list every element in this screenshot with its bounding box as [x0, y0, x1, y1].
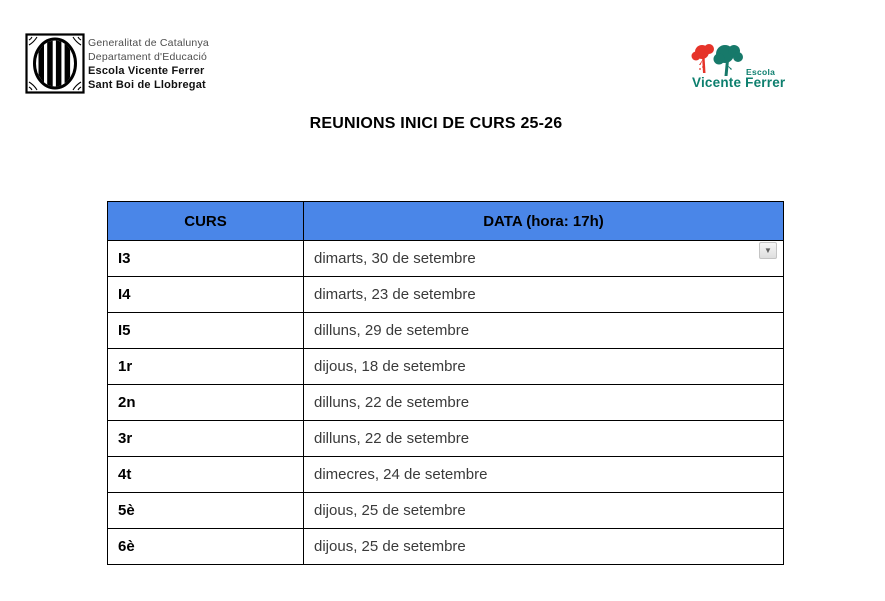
table-row [108, 493, 784, 529]
org-line-departament: Departament d'Educació [88, 51, 208, 63]
org-line-escola: Escola Vicente Ferrer [88, 65, 205, 77]
curs-cell: I4 [108, 277, 304, 313]
org-line-santboi: Sant Boi de Llobregat [88, 79, 206, 91]
org-line-generalitat: Generalitat de Catalunya [88, 37, 209, 49]
data-cell: dilluns, 22 de setembre [304, 385, 784, 421]
trees-icon [690, 43, 750, 79]
data-cell: dilluns, 22 de setembre [304, 421, 784, 457]
data-cell: dimarts, 23 de setembre [304, 277, 784, 313]
curs-cell: I5 [108, 313, 304, 349]
col-header-curs: CURS [108, 202, 304, 241]
data-cell: dimarts, 30 de setembre [304, 241, 784, 277]
data-cell: dijous, 25 de setembre [304, 493, 784, 529]
page-title: REUNIONS INICI DE CURS 25-26 [309, 115, 563, 132]
curs-cell: 3r [108, 421, 304, 457]
row-dropdown-button[interactable] [759, 242, 777, 259]
curs-cell: 2n [108, 385, 304, 421]
school-logo-escola-label: Escola [746, 67, 776, 77]
col-header-data: DATA (hora: 17h) [304, 202, 784, 241]
curs-cell: 5è [108, 493, 304, 529]
table-row [108, 421, 784, 457]
curs-cell: 6è [108, 529, 304, 565]
school-logo [690, 43, 790, 91]
data-cell: dilluns, 29 de setembre [304, 313, 784, 349]
table-header-row [108, 202, 784, 241]
curs-cell: 1r [108, 349, 304, 385]
table-row [108, 277, 784, 313]
curs-cell: 4t [108, 457, 304, 493]
chevron-down-icon: ▼ [764, 245, 772, 255]
table-row [108, 457, 784, 493]
table-row [108, 349, 784, 385]
data-cell: dimecres, 24 de setembre [304, 457, 784, 493]
table-row [108, 529, 784, 565]
schedule-table [107, 201, 784, 565]
curs-cell: I3 [108, 241, 304, 277]
data-cell: dijous, 18 de setembre [304, 349, 784, 385]
table-row [108, 385, 784, 421]
org-header-text [88, 36, 209, 92]
data-cell: dijous, 25 de setembre [304, 529, 784, 565]
table-row [108, 313, 784, 349]
school-logo-name-label: Vicente Ferrer [692, 75, 786, 90]
generalitat-emblem-icon [25, 33, 85, 94]
table-row [108, 241, 784, 277]
